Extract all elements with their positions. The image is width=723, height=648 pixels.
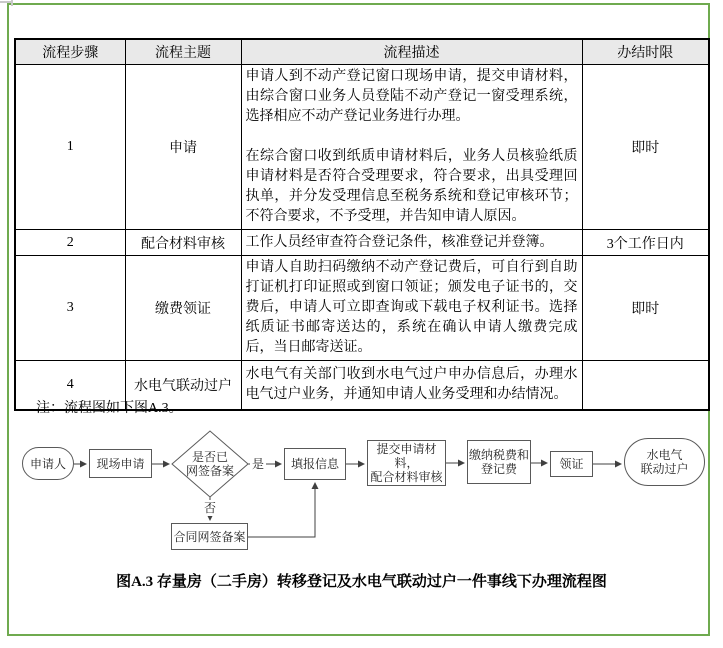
flow-node-label: 现场申请 (96, 456, 145, 471)
cell-step: 4 (15, 361, 125, 410)
cell-time-limit: 即时 (582, 256, 709, 361)
description-paragraph: 工作人员经审查符合登记条件，核准登记并登簿。 (245, 234, 554, 250)
flow-node-pay-fees (467, 440, 531, 484)
pay-line1: 缴纳税费和 (468, 448, 529, 462)
header-topic: 流程主题 (125, 39, 241, 65)
flow-node-decision-label (174, 450, 246, 478)
submit-line1: 提交申请材料， (376, 442, 437, 470)
cell-step: 1 (15, 65, 125, 230)
flow-node-label (368, 442, 445, 484)
figure-note: 注：流程图如下图A.3。 (36, 401, 183, 416)
cell-description (241, 256, 582, 361)
flow-node-label: 填报信息 (290, 457, 339, 471)
table-header-row (15, 39, 709, 65)
crop-mark (11, 0, 13, 6)
cell-topic: 水电气联动过户 (125, 361, 241, 410)
cell-topic: 配合材料审核 (125, 230, 241, 256)
cell-topic: 缴费领证 (125, 256, 241, 361)
branch-label-no: 否 (203, 501, 216, 515)
flow-node-onsite-application (89, 449, 152, 478)
flow-node-contract-filing (171, 523, 248, 550)
flowchart-connectors (0, 420, 723, 570)
pay-line2: 登记费 (480, 462, 517, 476)
submit-line2: 配合材料审核 (370, 470, 443, 484)
flow-node-label: 申请人 (29, 456, 66, 471)
header-time-limit: 办结时限 (582, 39, 709, 65)
header-description: 流程描述 (241, 39, 582, 65)
description-paragraph: 在综合窗口收到纸质申请材料后，业务人员核验纸质申请材料是否符合受理要求，符合要求，出具受理回执单，并分发受理信息至税务系统和登记审核环节；不符合要求，不予受理，并告知申请人原因。 (245, 149, 578, 224)
flow-node-fill-info (284, 448, 346, 480)
cell-step: 2 (15, 230, 125, 256)
figure-caption: 图A.3 存量房（二手房）转移登记及水电气联动过户一件事线下办理流程图 (116, 574, 607, 590)
flow-node-utilities-transfer (624, 438, 705, 486)
cell-description (241, 230, 582, 256)
cell-step: 3 (15, 256, 125, 361)
cell-description (241, 65, 582, 230)
description-paragraph: 水电气有关部门收到水电气过户申办信息后，办理水电气过户业务，并通知申请人业务受理和办结情况。 (245, 366, 578, 402)
flowchart (0, 420, 723, 570)
flow-node-submit-materials (367, 440, 446, 486)
decision-line2: 网签备案 (185, 464, 234, 478)
flow-node-label: 领证 (559, 457, 584, 471)
cell-topic: 申请 (125, 65, 241, 230)
cell-time-limit: 3个工作日内 (582, 230, 709, 256)
table-row (15, 256, 709, 361)
process-table (14, 38, 710, 411)
end-line2: 联动过户 (640, 462, 689, 476)
cell-time-limit (582, 361, 709, 410)
table-row (15, 230, 709, 256)
flow-node-label: 合同网签备案 (173, 529, 246, 544)
cell-description (241, 361, 582, 410)
flow-node-receive-certificate (550, 451, 593, 477)
end-line1: 水电气 (646, 448, 683, 462)
decision-line1: 是否已 (191, 450, 228, 464)
cell-time-limit: 即时 (582, 65, 709, 230)
branch-label-yes: 是 (251, 457, 264, 471)
header-step: 流程步骤 (15, 39, 125, 65)
flow-node-label (640, 448, 688, 476)
description-paragraph: 申请人自助扫码缴纳不动产登记费后，可自行到自助打证机打印证照或到窗口领证；颁发电子证书的，交费后，申请人可立即查询或下载电子权利证书。选择纸质证书邮寄送达的，系统在确认申请人缴费完成后，当日邮寄送证。 (245, 260, 578, 355)
table-row (15, 65, 709, 230)
flow-node-applicant (22, 447, 74, 480)
flow-node-label (469, 448, 529, 476)
description-paragraph: 申请人到不动产登记窗口现场申请，提交申请材料，由综合窗口业务人员登陆不动产登记一窗受理系统，选择相应不动产登记业务进行办理。 (245, 69, 578, 124)
